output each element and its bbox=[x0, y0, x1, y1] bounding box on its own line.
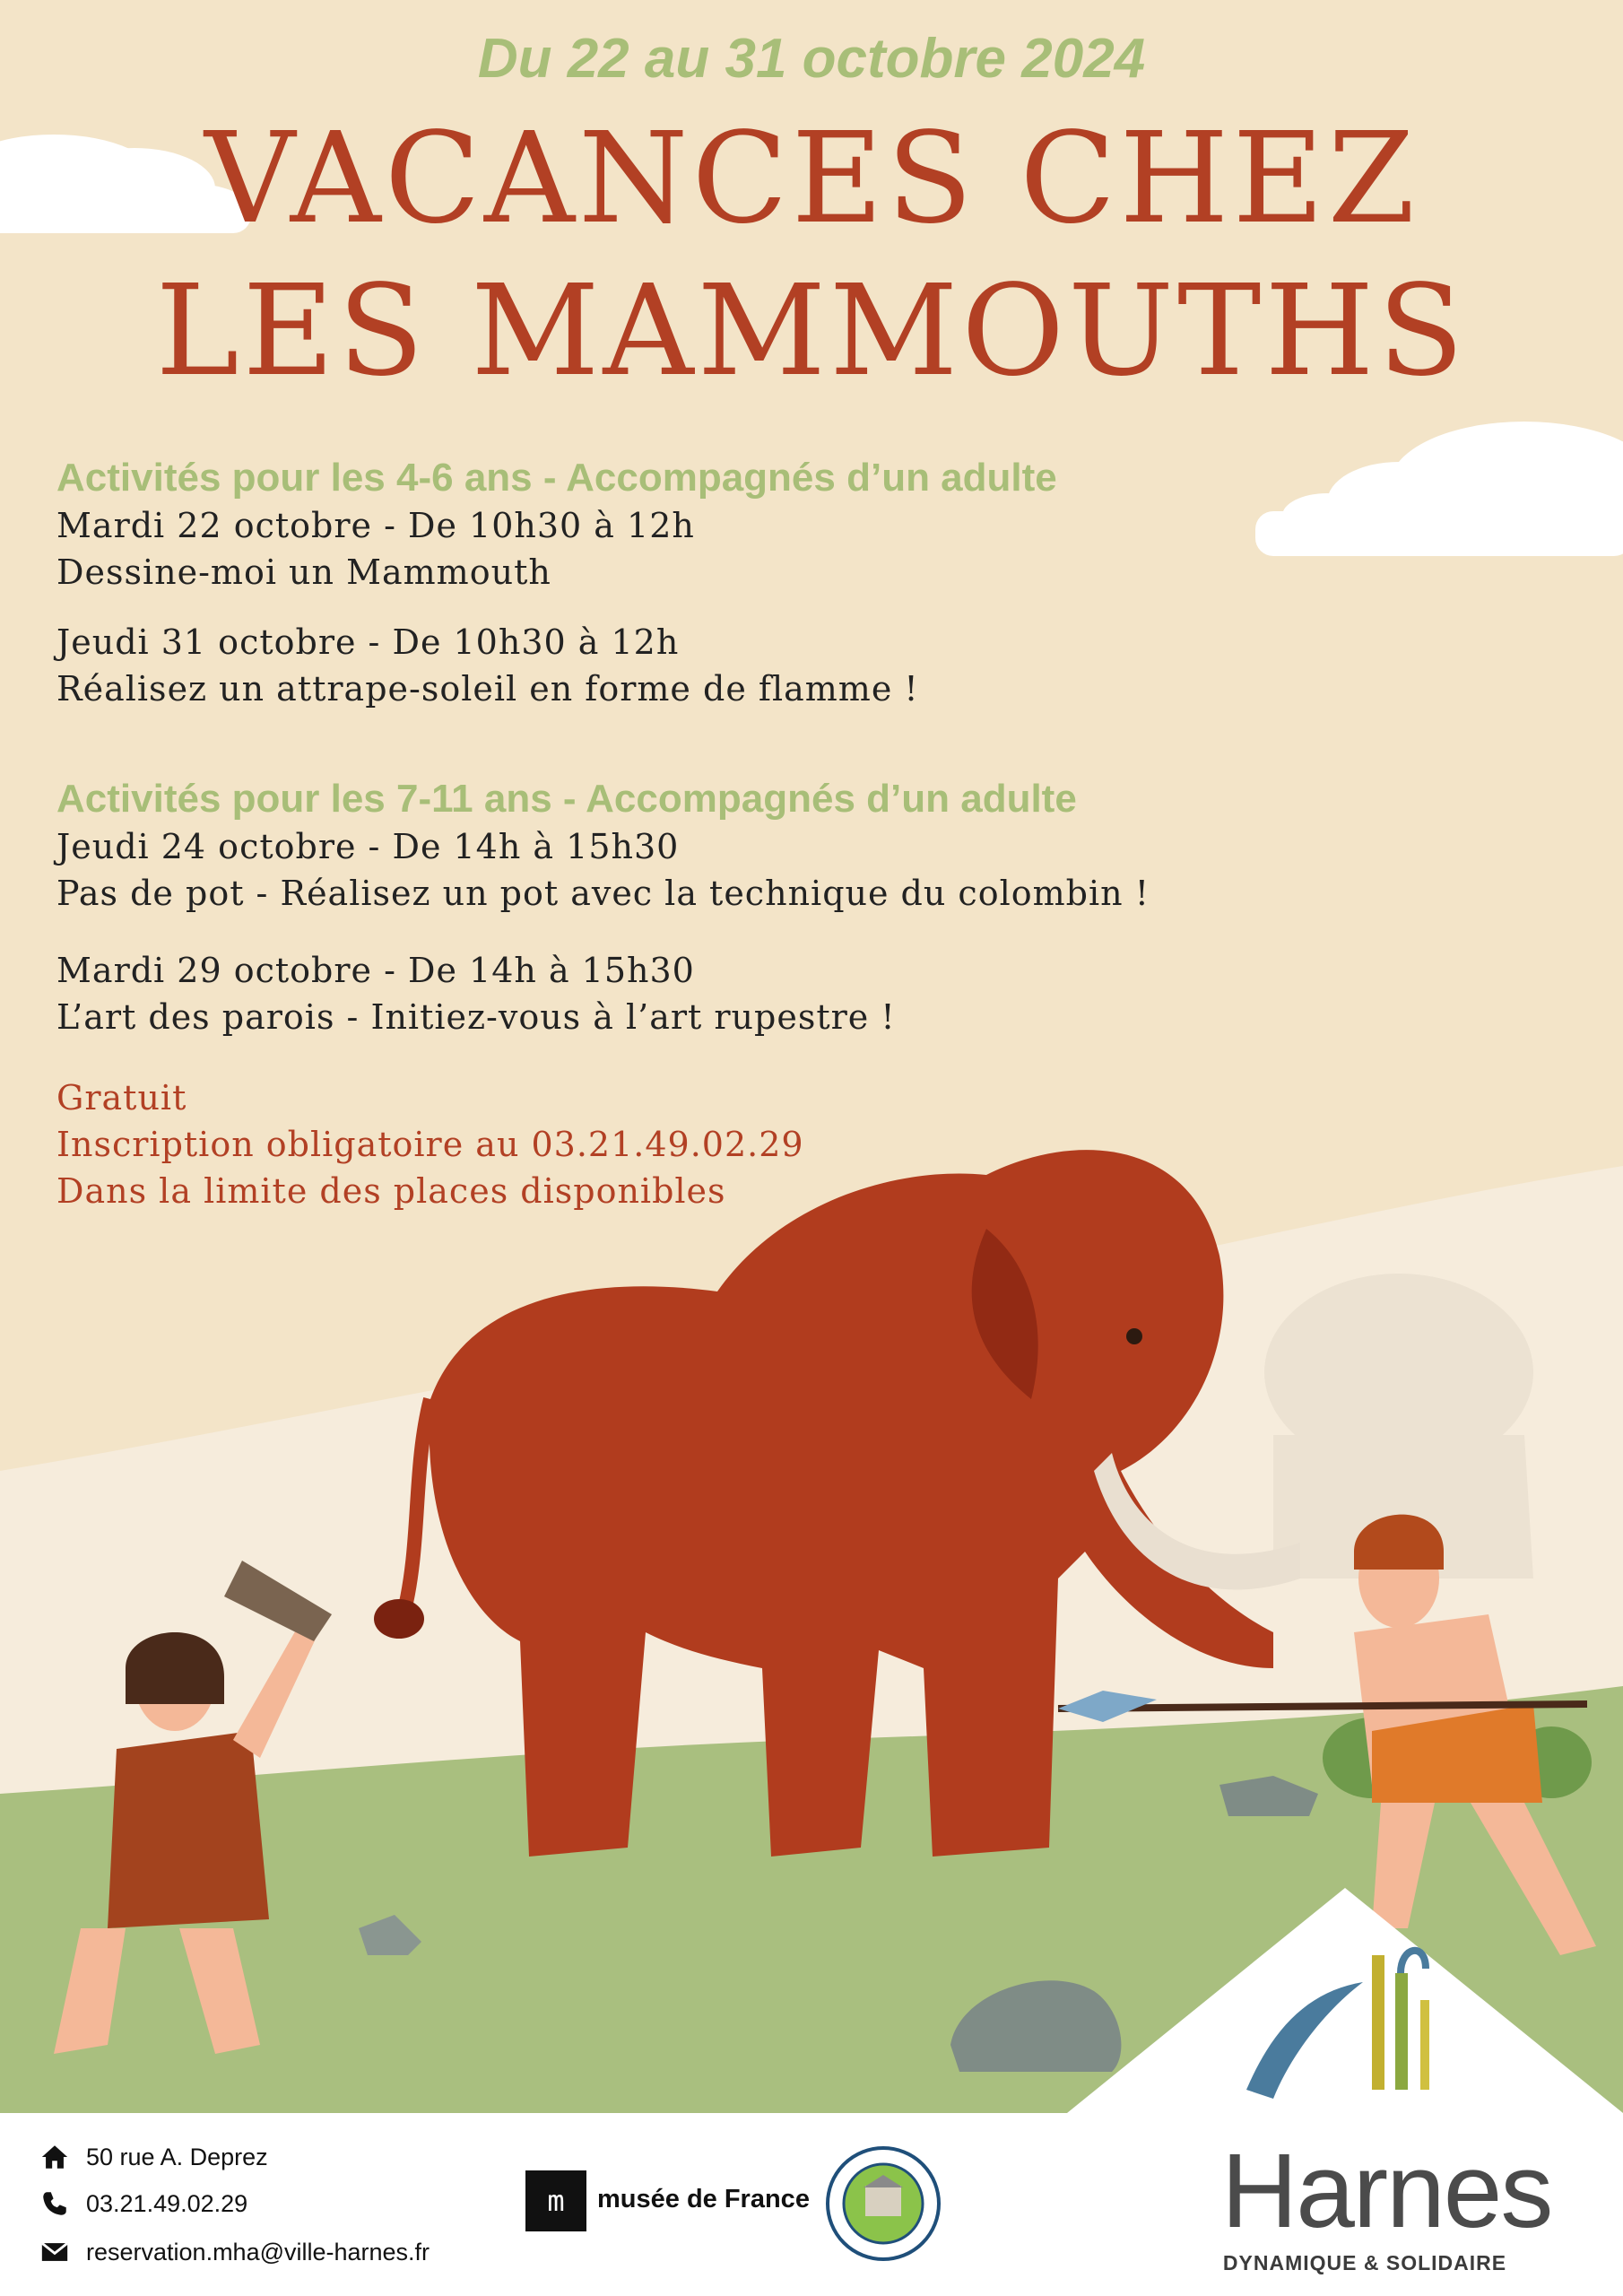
registration-note[interactable]: Inscription obligatoire au 03.21.49.02.29 bbox=[56, 1125, 804, 1164]
phone-row[interactable] bbox=[39, 2188, 247, 2219]
mail-icon bbox=[39, 2237, 70, 2267]
poster-title-line-1: VACANCES CHEZ bbox=[204, 106, 1419, 252]
phone-text[interactable]: 03.21.49.02.29 bbox=[86, 2189, 248, 2217]
date-range: Du 22 au 31 octobre 2024 bbox=[477, 28, 1146, 90]
activity-time: Jeudi 31 octobre - De 10h30 à 12h bbox=[56, 622, 680, 662]
section-heading-4-6: Activités pour les 4-6 ans - Accompagnés d’un adulte bbox=[56, 456, 1057, 500]
musee-de-france-label: musée de France bbox=[597, 2185, 810, 2213]
section-heading-7-11: Activités pour les 7-11 ans - Accompagnés d’un adulte bbox=[56, 777, 1077, 821]
email-row[interactable] bbox=[39, 2237, 430, 2267]
price-note: Gratuit bbox=[56, 1078, 187, 1118]
activity-time: Mardi 22 octobre - De 10h30 à 12h bbox=[56, 506, 695, 545]
activity-time: Jeudi 24 octobre - De 14h à 15h30 bbox=[56, 827, 680, 866]
email-text[interactable]: reservation.mha@ville-harnes.fr bbox=[86, 2238, 430, 2266]
activity-time: Mardi 29 octobre - De 14h à 15h30 bbox=[56, 951, 695, 990]
musee-de-france-logo: m bbox=[525, 2170, 586, 2231]
cloud-right-illustration bbox=[1255, 422, 1623, 556]
activity-title: Réalisez un attrape-soleil en forme de flamme ! bbox=[56, 669, 919, 709]
museum-seal-logo bbox=[825, 2145, 942, 2262]
activity-title: L’art des parois - Initiez-vous à l’art rupestre ! bbox=[56, 997, 896, 1037]
phone-icon bbox=[39, 2188, 70, 2219]
activity-title: Dessine-moi un Mammouth bbox=[56, 552, 551, 592]
activity-title: Pas de pot - Réalisez un pot avec la technique du colombin ! bbox=[56, 874, 1150, 913]
home-icon bbox=[39, 2142, 70, 2172]
poster-title-line-2: LES MAMMOUTHS bbox=[155, 258, 1468, 404]
address-text: 50 rue A. Deprez bbox=[86, 2143, 268, 2170]
harnes-wordmark: Harnes bbox=[1221, 2132, 1552, 2250]
address-row bbox=[39, 2142, 268, 2172]
capacity-note: Dans la limite des places disponibles bbox=[56, 1171, 726, 1211]
harnes-tagline: DYNAMIQUE & SOLIDAIRE bbox=[1222, 2251, 1507, 2274]
